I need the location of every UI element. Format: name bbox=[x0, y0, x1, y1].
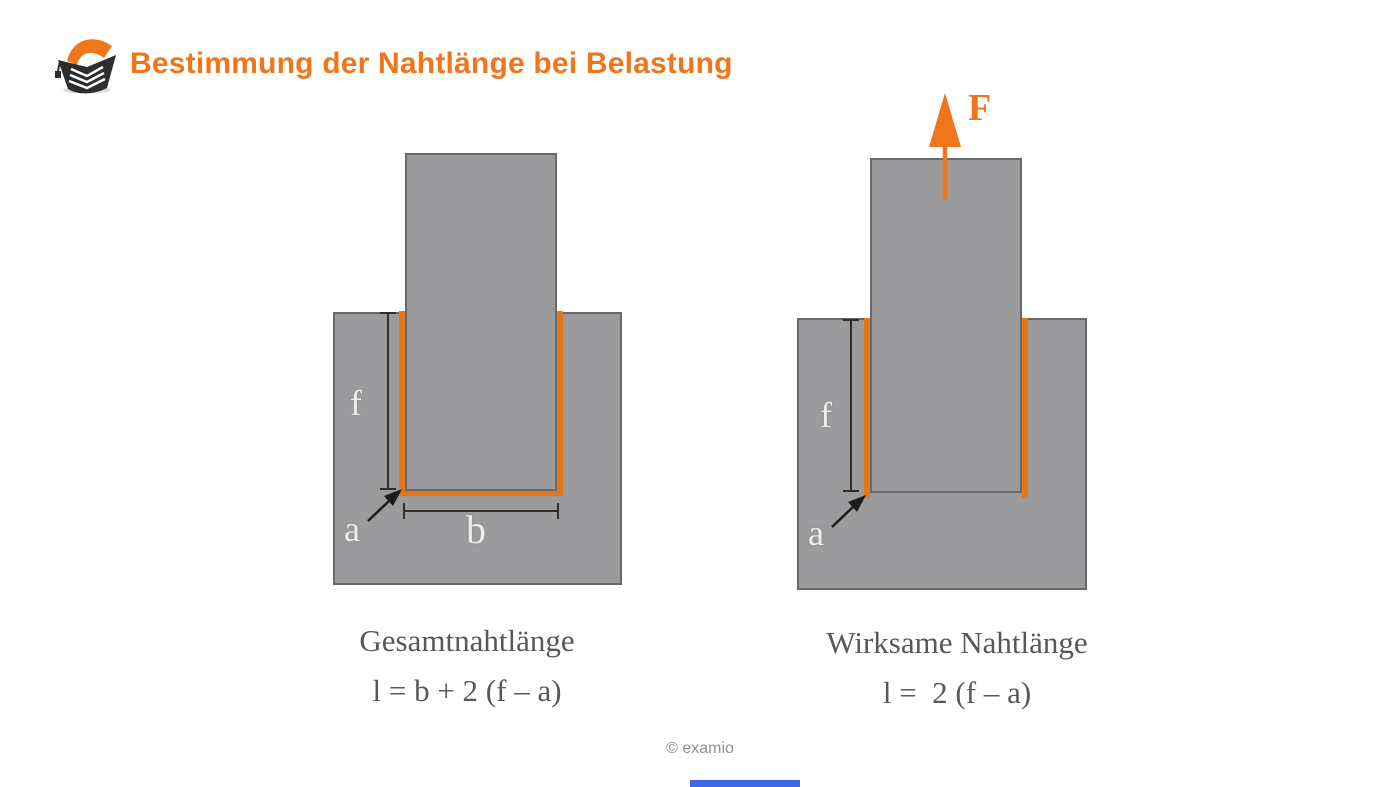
f-dimension-line-left bbox=[380, 313, 396, 489]
right-caption-formula: l = 2 (f – a) bbox=[882, 675, 1032, 710]
right-caption-title: Wirksame Nahtlänge bbox=[826, 625, 1088, 660]
left-caption-title: Gesamtnahtlänge bbox=[359, 623, 575, 658]
dimension-label-a-left: a bbox=[344, 509, 360, 549]
dimension-label-f-right: f bbox=[820, 395, 832, 435]
dimension-label-f-left: f bbox=[350, 383, 362, 423]
force-up-arrow-icon bbox=[929, 93, 961, 200]
right-caption bbox=[787, 626, 1127, 710]
left-caption-formula: l = b + 2 (f – a) bbox=[372, 673, 562, 708]
force-label: F bbox=[968, 87, 992, 129]
copyright-text: © examio bbox=[666, 740, 734, 757]
a-arrow-pointer-icon-right bbox=[832, 495, 866, 527]
dimension-label-b-left: b bbox=[466, 507, 486, 552]
left-caption bbox=[297, 624, 637, 708]
dimension-label-a-right: a bbox=[808, 513, 824, 553]
f-dimension-line-right bbox=[843, 320, 859, 491]
a-arrow-pointer-icon-left bbox=[368, 489, 402, 521]
page-title: Bestimmung der Nahtlänge bei Belastung bbox=[130, 47, 733, 80]
video-progress-bar[interactable] bbox=[690, 780, 800, 787]
